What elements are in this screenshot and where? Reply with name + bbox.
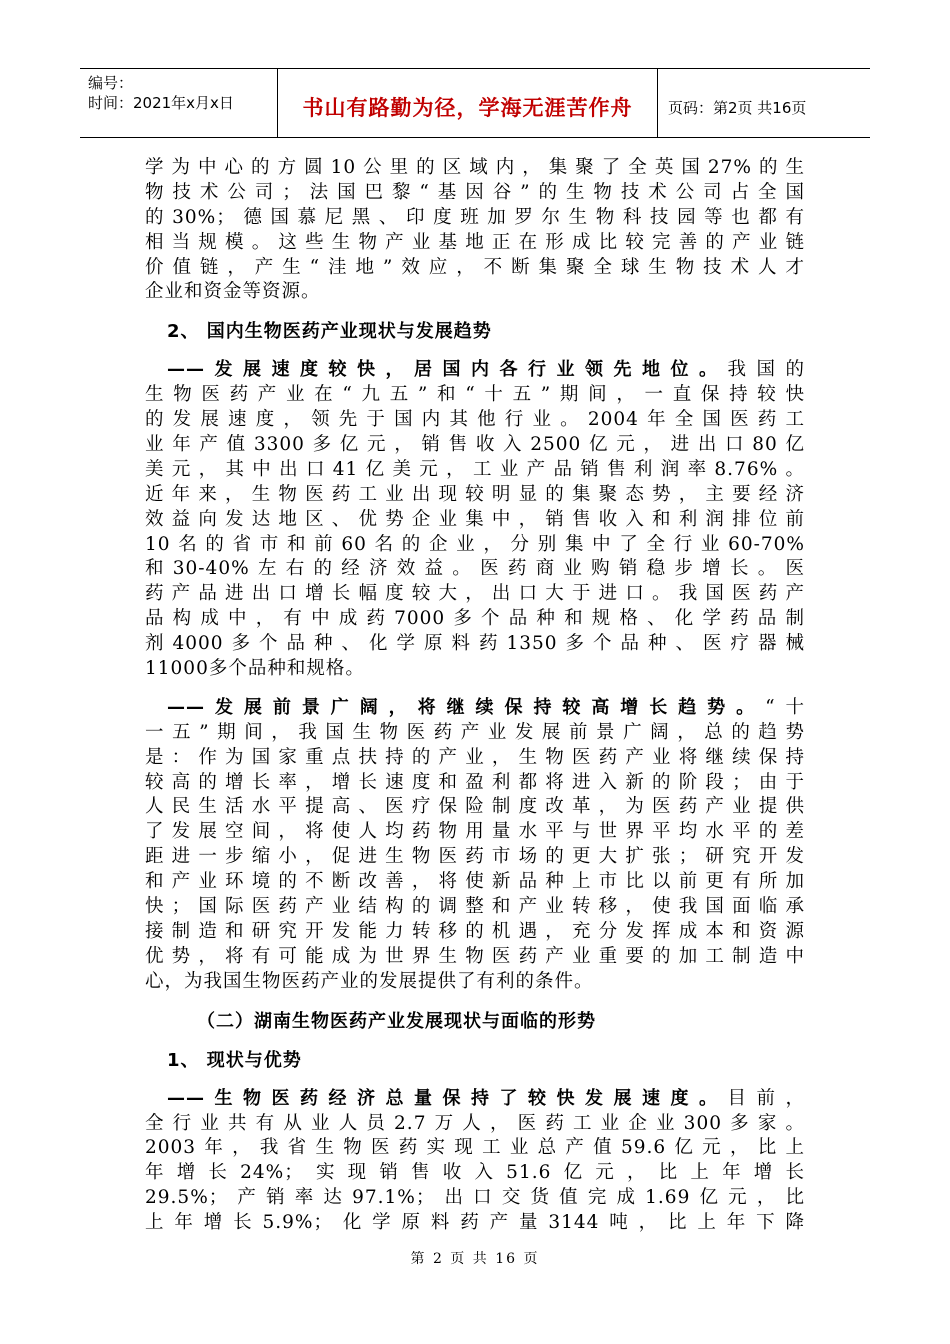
subsection-heading-status: 1、 现状与优势: [167, 1049, 302, 1071]
text-line: 企业和资金等资源。: [145, 281, 321, 303]
text-line: 2003年，我省生物医药实现工业总产值59.6亿元，比上: [145, 1137, 805, 1159]
page-header: [80, 68, 870, 138]
text-line: 上年增长5.9%；化学原料药产量3144吨，比上年下降: [145, 1212, 805, 1234]
header-motto: 书山有路勤为径，学海无涯苦作舟: [278, 69, 658, 137]
document-body: [145, 156, 805, 1236]
text-line: 较高的增长率，增长速度和盈利都将进入新的阶段；由于: [145, 771, 805, 793]
text-line: 优势，将有可能成为世界生物医药产业重要的加工制造中: [145, 945, 805, 967]
text-line: 生物医药产业在“九五”和“十五”期间，一直保持较快: [145, 384, 805, 406]
text-line: ——生物医药经济总量保持了较快发展速度。目前，: [167, 1087, 805, 1109]
paragraph-domestic-speed: [145, 358, 805, 682]
section-heading-hunan: （二）湖南生物医药产业发展现状与面临的形势: [197, 1010, 596, 1032]
document-time-label: 时间：2021年x月x日: [88, 94, 234, 112]
text-line: ——发展速度较快，居国内各行业领先地位。我国的: [167, 359, 805, 381]
text-line: 和产业环境的不断改善，将使新品种上市比以前更有所加: [145, 871, 805, 893]
text-line: 心，为我国生物医药产业的发展提供了有利的条件。: [145, 970, 594, 992]
text-line: 人民生活水平提高、医疗保险制度改革，为医药产业提供: [145, 796, 805, 818]
text-line: 了发展空间，将使人均药物用量水平与世界平均水平的差: [145, 821, 805, 843]
text-line: 学为中心的方圆10公里的区域内，集聚了全英国27%的生: [145, 157, 805, 178]
text-line: 是：作为国家重点扶持的产业，生物医药产业将继续保持: [145, 746, 805, 768]
paragraph-domestic-outlook: [145, 696, 805, 995]
text-line: 品构成中，有中成药7000多个品种和规格、化学药品制: [145, 608, 805, 630]
document-code-label: 编号：: [88, 74, 134, 92]
header-page-info: 页码：第2页 共16页: [668, 98, 807, 117]
paragraph-lead-bold: ——生物医药经济总量保持了较快发展速度。: [167, 1087, 728, 1109]
text-line: 11000多个品种和规格。: [145, 658, 365, 680]
text-line: 29.5%；产销率达97.1%；出口交货值完成1.69亿元，比: [145, 1187, 805, 1209]
page-footer: 第 2 页 共 16 页: [410, 1251, 540, 1267]
text-line: 效益向发达地区、优势企业集中，销售收入和利润排位前: [145, 508, 805, 530]
paragraph-hunan-growth: [145, 1087, 805, 1236]
text-line: 年增长24%；实现销售收入51.6亿元，比上年增长: [145, 1162, 805, 1184]
text-line: 价值链，产生“洼地”效应，不断集聚全球生物技术人才: [145, 256, 805, 278]
text-line: 的发展速度，领先于国内其他行业。2004年全国医药工: [145, 409, 805, 431]
text-line: 一五”期间，我国生物医药产业发展前景广阔，总的趋势: [145, 721, 805, 743]
text-line: 美元，其中出口41亿美元，工业产品销售利润率8.76%。: [145, 458, 805, 480]
paragraph-lead-bold: ——发展前景广阔，将继续保持较高增长趋势。: [167, 696, 766, 718]
text-line: 的30%；德国慕尼黑、印度班加罗尔生物科技园等也都有: [145, 206, 805, 228]
text-line: 快；国际医药产业结构的调整和产业转移，使我国面临承: [145, 896, 805, 918]
text-line: 接制造和研究开发能力转移的机遇，充分发挥成本和资源: [145, 920, 805, 942]
text-line: 业年产值3300多亿元，销售收入2500亿元，进出口80亿: [145, 434, 805, 456]
section-heading-domestic: 2、 国内生物医药产业现状与发展趋势: [167, 321, 492, 343]
text-line: 药产品进出口增长幅度较大，出口大于进口。我国医药产: [145, 583, 805, 605]
text-line: 全行业共有从业人员2.7万人，医药工业企业300多家。: [145, 1112, 805, 1134]
text-line: 物技术公司；法国巴黎“基因谷”的生物技术公司占全国: [145, 181, 805, 203]
text-line: 相当规模。这些生物产业基地正在形成比较完善的产业链: [145, 231, 805, 253]
text-line: 和30-40%左右的经济效益。医药商业购销稳步增长。医: [145, 558, 805, 580]
paragraph-lead-bold: ——发展速度较快，居国内各行业领先地位。: [167, 359, 728, 381]
text-line: 10名的省市和前60名的企业，分别集中了全行业60-70%: [145, 533, 805, 555]
text-line: ——发展前景广阔，将继续保持较高增长趋势。“十: [167, 696, 805, 718]
text-line: 距进一步缩小，促进生物医药市场的更大扩张；研究开发: [145, 846, 805, 868]
text-line: 剂4000多个品种、化学原料药1350多个品种、医疗器械: [145, 633, 805, 655]
paragraph-intro: [145, 156, 805, 305]
text-line: 近年来，生物医药工业出现较明显的集聚态势，主要经济: [145, 483, 805, 505]
header-meta: [80, 69, 278, 137]
